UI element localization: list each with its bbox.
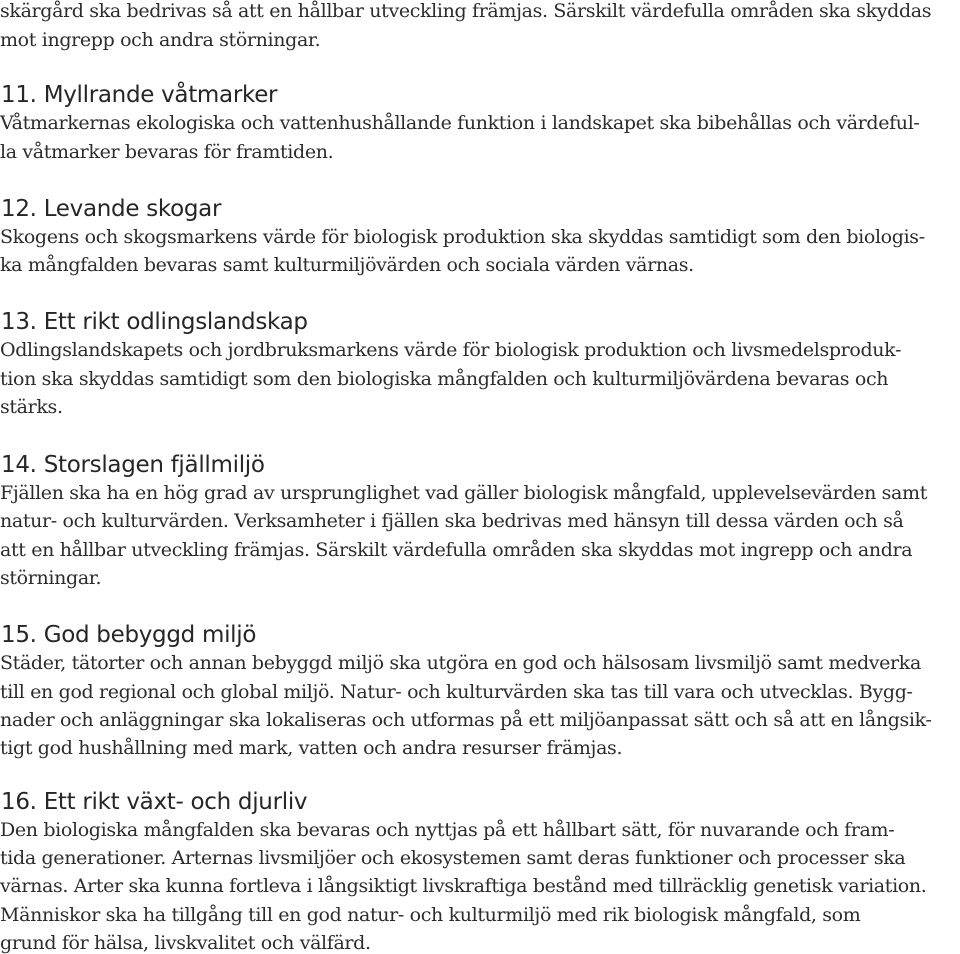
section-16-line-3: värnas. Arter ska kunna fortleva i långsiktigt livskraftiga bestånd med tillräcklig genetisk variation. [0, 875, 927, 897]
section-13-line-3: stärks. [0, 396, 63, 418]
section-16-line-4: Människor ska ha tillgång till en god natur- och kulturmiljö med rik biologisk mångfald, som [0, 904, 861, 926]
section-14-line-1: Fjällen ska ha en hög grad av ursprunglighet vad gäller biologisk mångfald, upplevelsevärden samt [0, 482, 927, 504]
section-16-heading: 16. Ett rikt växt- och djurliv [1, 789, 308, 815]
intro-line-2: mot ingrepp och andra störningar. [0, 29, 321, 51]
section-15-heading: 15. God bebyggd miljö [1, 622, 257, 648]
section-16-line-1: Den biologiska mångfalden ska bevaras och nyttjas på ett hållbart sätt, för nuvarande och fram- [0, 819, 895, 841]
section-13-heading: 13. Ett rikt odlingslandskap [1, 309, 308, 335]
section-12-heading: 12. Levande skogar [1, 196, 222, 222]
section-15-line-1: Städer, tätorter och annan bebyggd miljö ska utgöra en god och hälsosam livsmiljö samt medverka [0, 652, 921, 674]
section-16-line-5: grund för hälsa, livskvalitet och välfärd. [0, 932, 371, 954]
section-13-line-1: Odlingslandskapets och jordbruksmarkens värde för biologisk produktion och livsmedelsproduk- [0, 339, 902, 361]
section-11-line-1: Våtmarkernas ekologiska och vattenhushållande funktion i landskapet ska bibehållas och värdeful- [0, 112, 920, 134]
section-14-line-3: att en hållbar utveckling främjas. Särskilt värdefulla områden ska skyddas mot ingrepp och andra [0, 539, 913, 561]
section-15-line-3: nader och anläggningar ska lokaliseras och utformas på ett miljöanpassat sätt och så att en långsik- [0, 709, 932, 731]
section-14-line-2: natur- och kulturvärden. Verksamheter i fjällen ska bedrivas med hänsyn till dessa värden och så [0, 510, 904, 532]
section-14-heading: 14. Storslagen fjällmiljö [1, 452, 265, 478]
section-11-heading: 11. Myllrande våtmarker [1, 82, 278, 108]
section-15-line-4: tigt god hushållning med mark, vatten och andra resurser främjas. [0, 737, 623, 759]
section-12-line-1: Skogens och skogsmarkens värde för biologisk produktion ska skyddas samtidigt som den biologis- [0, 226, 925, 248]
section-11-line-2: la våtmarker bevaras för framtiden. [0, 141, 334, 163]
section-15-line-2: till en god regional och global miljö. Natur- och kulturvärden ska tas till vara och utvecklas. Bygg- [0, 681, 913, 703]
section-16-line-2: tida generationer. Arternas livsmiljöer och ekosystemen samt deras funktioner och processer ska [0, 847, 906, 869]
section-13-line-2: tion ska skyddas samtidigt som den biologiska mångfalden och kulturmiljövärdena bevaras och [0, 368, 889, 390]
intro-line-1: skärgård ska bedrivas så att en hållbar utveckling främjas. Särskilt värdefulla områden ska skyddas [0, 0, 932, 22]
section-12-line-2: ka mångfalden bevaras samt kulturmiljövärden och sociala värden värnas. [0, 254, 694, 276]
section-14-line-4: störningar. [0, 567, 102, 589]
